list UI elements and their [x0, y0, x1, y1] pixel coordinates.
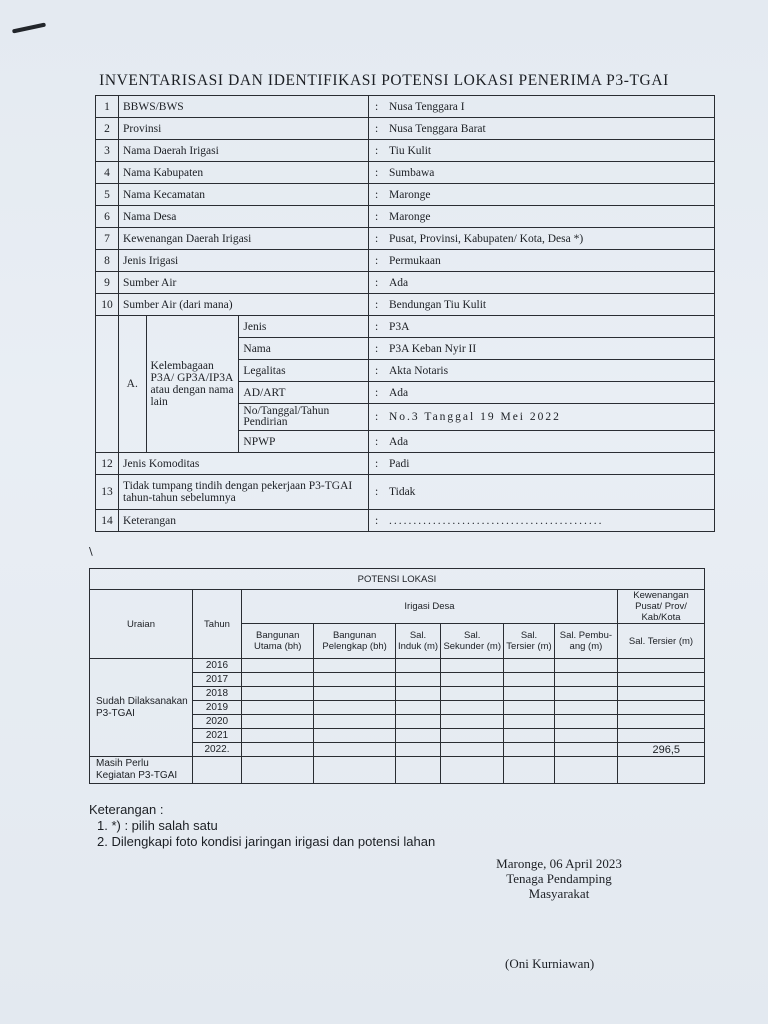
- field-value-cell: [369, 431, 715, 453]
- field-label: Nama Daerah Irigasi: [119, 140, 369, 162]
- data-cell: [395, 743, 440, 757]
- notes-section: [89, 802, 435, 850]
- data-cell: [618, 687, 705, 701]
- notes-heading: Keterangan :: [89, 802, 164, 817]
- table-row: [96, 272, 715, 294]
- data-cell: [504, 687, 555, 701]
- row-number: 12: [96, 453, 119, 475]
- uraian-header: Uraian: [90, 590, 193, 659]
- data-cell: [504, 715, 555, 729]
- sub-header: Sal. Tersier (m): [504, 624, 555, 659]
- colon: :: [375, 486, 379, 498]
- note-item: 1. *) : pilih salah satu: [97, 818, 218, 833]
- field-value-cell: [369, 338, 715, 360]
- year-cell: 2020: [193, 715, 242, 729]
- table-row: [96, 294, 715, 316]
- colon: :: [375, 144, 379, 157]
- table-row: [96, 184, 715, 206]
- place-date: Maronge, 06 April 2023: [496, 856, 622, 871]
- row-number: 4: [96, 162, 119, 184]
- field-value: Permukaan: [389, 254, 441, 267]
- data-cell: [242, 743, 314, 757]
- sub-header: Sal. Pembu-ang (m): [554, 624, 617, 659]
- row-number: 6: [96, 206, 119, 228]
- data-cell: [395, 715, 440, 729]
- colon: :: [375, 210, 379, 223]
- row-number: 10: [96, 294, 119, 316]
- field-label: Sumber Air: [119, 272, 369, 294]
- field-value: Maronge: [389, 210, 431, 223]
- field-value: P3A: [389, 320, 410, 333]
- field-label: Provinsi: [119, 118, 369, 140]
- row-number: 9: [96, 272, 119, 294]
- data-cell: [554, 687, 617, 701]
- potensi-lokasi-table: [89, 568, 705, 784]
- year-cell: 2016: [193, 659, 242, 673]
- sudah-label: Sudah Dilaksanakan P3-TGAI: [90, 659, 193, 757]
- table-row: [96, 453, 715, 475]
- data-cell: [395, 757, 440, 784]
- field-value: Sumbawa: [389, 166, 435, 179]
- field-value-cell: [369, 510, 715, 532]
- field-value-cell: [369, 453, 715, 475]
- data-cell: [395, 701, 440, 715]
- data-cell: [242, 673, 314, 687]
- field-label: Kewenangan Daerah Irigasi: [119, 228, 369, 250]
- data-cell: [618, 673, 705, 687]
- sub-header: Sal. Sekunder (m): [441, 624, 504, 659]
- sub-field-label: NPWP: [239, 431, 369, 453]
- field-value: Tiu Kulit: [389, 144, 432, 157]
- data-cell: [242, 659, 314, 673]
- field-value: Nusa Tenggara I: [389, 100, 465, 113]
- data-cell: [441, 673, 504, 687]
- field-value: Tidak: [389, 486, 416, 498]
- colon: :: [375, 364, 379, 377]
- sub-header: Bangunan Pelengkap (bh): [314, 624, 395, 659]
- field-label: Sumber Air (dari mana): [119, 294, 369, 316]
- signer-name: (Oni Kurniawan): [505, 956, 595, 971]
- year-cell: 2021: [193, 729, 242, 743]
- field-value-cell: [369, 118, 715, 140]
- data-cell: [314, 743, 395, 757]
- data-cell: [441, 757, 504, 784]
- potensi-title: POTENSI LOKASI: [90, 569, 705, 590]
- data-cell: [618, 659, 705, 673]
- signature-block: [475, 856, 643, 901]
- year-row: [90, 659, 705, 673]
- year-cell: 2018: [193, 687, 242, 701]
- table-row: [96, 140, 715, 162]
- field-label: Keterangan: [119, 510, 369, 532]
- field-value-cell: [369, 206, 715, 228]
- field-value: P3A Keban Nyir II: [389, 342, 477, 355]
- header-row: [90, 590, 705, 624]
- field-value-cell: [369, 162, 715, 184]
- data-cell: [504, 673, 555, 687]
- data-cell: [395, 673, 440, 687]
- data-cell: [314, 729, 395, 743]
- data-cell: [554, 757, 617, 784]
- sub-header: Bangunan Utama (bh): [242, 624, 314, 659]
- table-row: [96, 316, 715, 338]
- field-value-cell: [369, 250, 715, 272]
- table-row: [96, 162, 715, 184]
- colon: :: [375, 188, 379, 201]
- field-label: Jenis Komoditas: [119, 453, 369, 475]
- table-row: [96, 250, 715, 272]
- row-number: 8: [96, 250, 119, 272]
- field-label: Jenis Irigasi: [119, 250, 369, 272]
- year-cell: 2017: [193, 673, 242, 687]
- colon: :: [375, 276, 379, 289]
- row-number-blank: [96, 316, 119, 453]
- field-value-cell: [369, 184, 715, 206]
- tahun-header: Tahun: [193, 590, 242, 659]
- data-cell: [618, 757, 705, 784]
- kewenangan-header: Kewenangan Pusat/ Prov/ Kab/Kota: [618, 590, 705, 624]
- field-label: Tidak tumpang tindih dengan pekerjaan P3-TGAI tahun-tahun sebelumnya: [119, 475, 369, 510]
- data-cell: [554, 715, 617, 729]
- data-cell: [314, 701, 395, 715]
- field-value-cell: [369, 382, 715, 404]
- row-number: 7: [96, 228, 119, 250]
- data-cell: [441, 687, 504, 701]
- row-number: 2: [96, 118, 119, 140]
- data-cell: [314, 673, 395, 687]
- field-value: Akta Notaris: [389, 364, 449, 377]
- data-cell: [504, 659, 555, 673]
- row-number: 3: [96, 140, 119, 162]
- data-cell: [314, 715, 395, 729]
- field-value-cell: [369, 96, 715, 118]
- signer-role: Tenaga Pendamping: [506, 871, 612, 886]
- colon: :: [375, 232, 379, 245]
- field-value: Ada: [389, 435, 409, 448]
- data-cell: [193, 757, 242, 784]
- data-cell: [618, 715, 705, 729]
- colon: :: [375, 320, 379, 333]
- kewenangan-sub-header: Sal. Tersier (m): [618, 624, 705, 659]
- year-cell: 2019: [193, 701, 242, 715]
- field-value: Maronge: [389, 188, 431, 201]
- field-value-cell: [369, 294, 715, 316]
- colon: :: [375, 122, 379, 135]
- row-number: 5: [96, 184, 119, 206]
- data-cell: [504, 743, 555, 757]
- colon: :: [375, 411, 381, 423]
- sub-field-label: Jenis: [239, 316, 369, 338]
- year-cell: 2022.: [193, 743, 242, 757]
- data-cell: [504, 729, 555, 743]
- note-item: 2. Dilengkapi foto kondisi jaringan irigasi dan potensi lahan: [97, 834, 436, 849]
- colon: :: [375, 166, 379, 179]
- irigasi-desa-header: Irigasi Desa: [242, 590, 618, 624]
- row-number: 1: [96, 96, 119, 118]
- table-row: [96, 118, 715, 140]
- data-cell: [441, 701, 504, 715]
- field-value-cell: [369, 475, 715, 510]
- data-cell: [242, 715, 314, 729]
- sub-field-label: No/Tanggal/Tahun Pendirian: [239, 404, 369, 431]
- field-value: No.3 Tanggal 19 Mei 2022: [389, 411, 561, 423]
- table-row: [96, 96, 715, 118]
- table-row: [96, 228, 715, 250]
- signer-role: Masyarakat: [528, 886, 590, 901]
- colon: :: [375, 514, 381, 527]
- data-cell: [395, 659, 440, 673]
- data-cell: [395, 687, 440, 701]
- field-value: Pusat, Provinsi, Kabupaten/ Kota, Desa *): [389, 232, 584, 245]
- section-letter: A.: [119, 316, 147, 453]
- data-cell: [504, 757, 555, 784]
- colon: :: [375, 386, 379, 399]
- colon: :: [375, 435, 379, 448]
- data-cell: [242, 701, 314, 715]
- table-row: [96, 510, 715, 532]
- field-label: Nama Desa: [119, 206, 369, 228]
- field-value: Nusa Tenggara Barat: [389, 122, 486, 135]
- colon: :: [375, 100, 379, 113]
- data-cell: [554, 729, 617, 743]
- sub-header: Sal. Induk (m): [395, 624, 440, 659]
- data-cell: [242, 757, 314, 784]
- table-row: [96, 475, 715, 510]
- field-value-cell: [369, 360, 715, 382]
- field-value: Bendungan Tiu Kulit: [389, 298, 487, 311]
- row-number: 13: [96, 475, 119, 510]
- document-title: INVENTARISASI DAN IDENTIFIKASI POTENSI LOKASI PENERIMA P3-TGAI: [99, 72, 669, 89]
- data-cell: [504, 701, 555, 715]
- field-label: Nama Kecamatan: [119, 184, 369, 206]
- institution-label: Kelembagaan P3A/ GP3A/IP3A atau dengan nama lain: [146, 316, 239, 453]
- data-cell: [441, 659, 504, 673]
- kewenangan-value: 296,5: [618, 743, 705, 757]
- stray-mark: \: [89, 545, 93, 558]
- field-value-cell: [369, 140, 715, 162]
- data-cell: [242, 687, 314, 701]
- field-value: Ada: [389, 276, 409, 289]
- data-cell: [554, 701, 617, 715]
- field-value-cell: [369, 404, 715, 431]
- field-value-cell: [369, 228, 715, 250]
- data-cell: [314, 687, 395, 701]
- data-cell: [554, 673, 617, 687]
- sub-field-label: Nama: [239, 338, 369, 360]
- data-cell: [554, 743, 617, 757]
- field-label: BBWS/BWS: [119, 96, 369, 118]
- data-cell: [441, 743, 504, 757]
- data-cell: [618, 701, 705, 715]
- data-cell: [242, 729, 314, 743]
- field-value-cell: [369, 272, 715, 294]
- sub-field-label: AD/ART: [239, 382, 369, 404]
- colon: :: [375, 254, 379, 267]
- field-value: Padi: [389, 457, 410, 470]
- data-cell: [618, 729, 705, 743]
- table-row: [96, 206, 715, 228]
- data-cell: [554, 659, 617, 673]
- data-cell: [314, 659, 395, 673]
- colon: :: [375, 342, 379, 355]
- sub-field-label: Legalitas: [239, 360, 369, 382]
- data-cell: [395, 729, 440, 743]
- row-number: 14: [96, 510, 119, 532]
- masih-row: [90, 757, 705, 784]
- colon: :: [375, 298, 379, 311]
- data-cell: [314, 757, 395, 784]
- identification-table: [95, 95, 715, 532]
- masih-label: Masih Perlu Kegiatan P3-TGAI: [90, 757, 193, 784]
- field-value-cell: [369, 316, 715, 338]
- field-label: Nama Kabupaten: [119, 162, 369, 184]
- colon: :: [375, 457, 379, 470]
- table-title-row: [90, 569, 705, 590]
- data-cell: [441, 729, 504, 743]
- field-value: ............................................: [389, 514, 604, 527]
- data-cell: [441, 715, 504, 729]
- field-value: Ada: [389, 386, 409, 399]
